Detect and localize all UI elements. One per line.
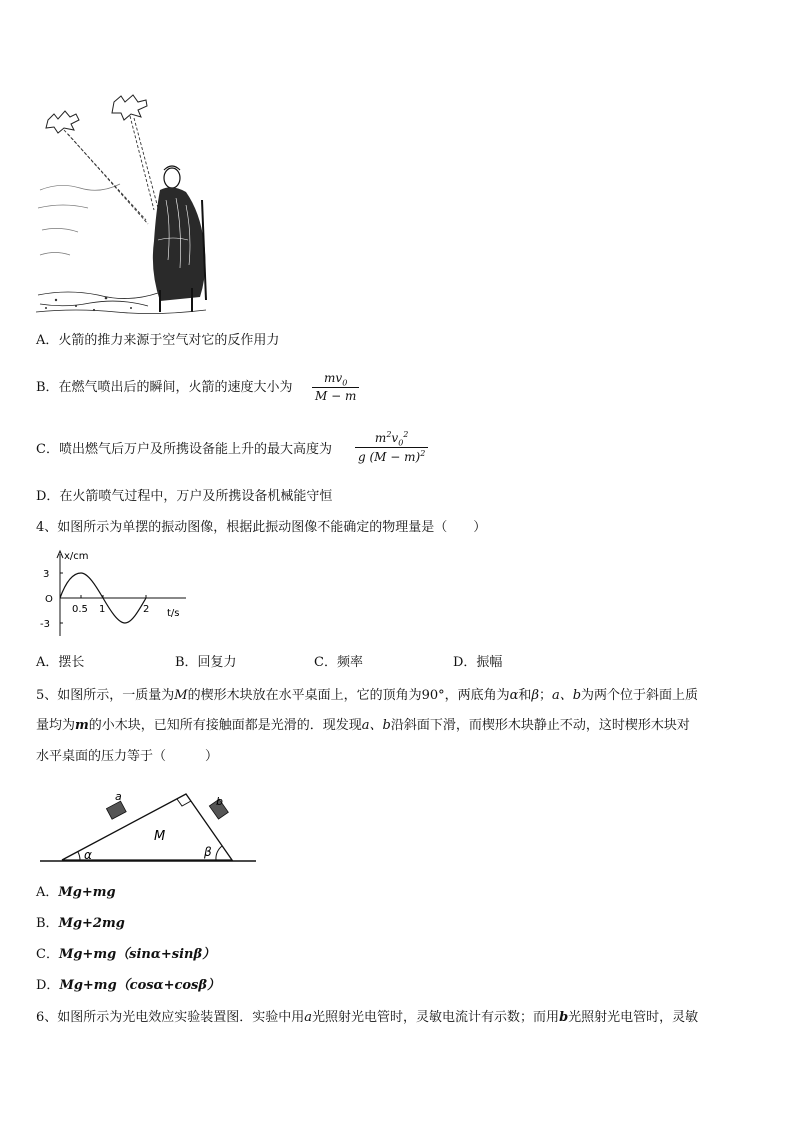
text: 的小木块，已知所有接触面都是光滑的．现发现 [88,718,362,733]
option-d: D．在火箭喷气过程中，万户及所携设备机械能守恒 [36,489,333,504]
frac-sup2: 2 [403,430,409,439]
q5-option-b [36,916,125,932]
option-expr: Mg+2mg [58,916,125,931]
text: 沿斜面下滑，而楔形木块静止不动，这时楔形木块对 [390,718,690,733]
option-c: C．喷出燃气后万户及所携设备能上升的最大高度为 [36,442,332,457]
var-alpha: α [509,688,519,703]
question-6-stem [36,1010,698,1026]
beta-arc [216,846,222,860]
q5-option-d [36,978,220,994]
frac-den: g (M − m) [358,450,421,465]
text: 和 [518,688,532,703]
label-beta: β [204,845,212,859]
text: 为两个位于斜面上质 [581,688,699,703]
x-tick-1: 1 [99,604,106,615]
frac-num-v: v [391,431,399,445]
option-expr: Mg+mg [58,885,116,900]
option-expr: Mg+mg（sinα+sinβ） [58,947,216,962]
y-tick-origin: O [45,594,53,605]
wedge-diagram [36,780,260,868]
option-label: B． [36,916,59,931]
question-5-stem-line1 [36,688,698,704]
text: 光照射光电管时，灵敏电流计有示数；而用 [312,1010,560,1025]
question-5-stem-line3: 水平桌面的压力等于（ ） [36,749,219,764]
q4-option-c: C．频率 [314,655,363,670]
q5-option-c [36,947,215,963]
option-label: D． [36,978,60,993]
option-label: A． [36,885,59,900]
text: 光照射光电管时，灵敏 [568,1010,699,1025]
frac-sup: 2 [386,430,392,439]
var-beta: β [531,688,539,703]
option-label: C． [36,947,59,962]
option-b: B．在燃气喷出后的瞬间，火箭的速度大小为 [36,380,293,395]
frac-den-sup: 2 [420,449,426,459]
block-a [106,801,126,819]
alpha-arc [78,852,80,860]
y-tick-neg3: -3 [40,619,50,630]
x-tick-2: 2 [143,604,150,615]
x-axis-label: t/s [167,608,180,619]
option-expr: Mg+mg（cosα+cosβ） [59,978,220,993]
question-5-stem-line2 [36,718,690,734]
label-alpha: α [84,848,92,862]
var-m: m [75,718,89,733]
var-ab: a、b [551,688,582,703]
label-M: M [154,829,166,844]
text: 的楔形木块放在水平桌面上，它的顶角为90°，两底角为 [187,688,510,703]
right-angle-mark [177,799,191,806]
question-4-stem: 4、如图所示为单摆的振动图像，根据此振动图像不能确定的物理量是（ ） [36,520,487,535]
frac-sub: 0 [342,378,348,388]
q4-option-b: B．回复力 [175,655,237,670]
option-b-fraction [312,371,359,403]
frac-num: mv [324,371,343,385]
label-b: b [216,795,223,808]
text: 5、如图所示，一质量为 [36,688,175,703]
label-a: a [115,790,122,803]
q4-option-a: A．摆长 [36,655,85,670]
option-c-fraction [355,430,428,464]
var-b: b [559,1010,569,1025]
q5-option-a [36,885,116,901]
var-ab: a、b [361,718,391,733]
var-a: a [304,1010,313,1025]
frac-sub: 0 [398,438,404,448]
option-a: A．火箭的推力来源于空气对它的反作用力 [36,333,280,348]
frac-num-m: m [374,431,387,445]
text: ； [538,688,552,703]
vibration-graph [36,546,196,640]
y-axis-label: x/cm [64,551,89,562]
frac-den: M − m [312,387,359,403]
text: 6、如图所示为光电效应实验装置图．实验中用 [36,1010,305,1025]
var-M: M [174,688,188,703]
y-tick-3: 3 [43,569,50,580]
x-tick-0-5: 0.5 [72,604,88,615]
q4-option-d: D．振幅 [453,655,503,670]
wan-hu-rocket-illustration [36,90,216,315]
text: 量均为 [36,718,76,733]
